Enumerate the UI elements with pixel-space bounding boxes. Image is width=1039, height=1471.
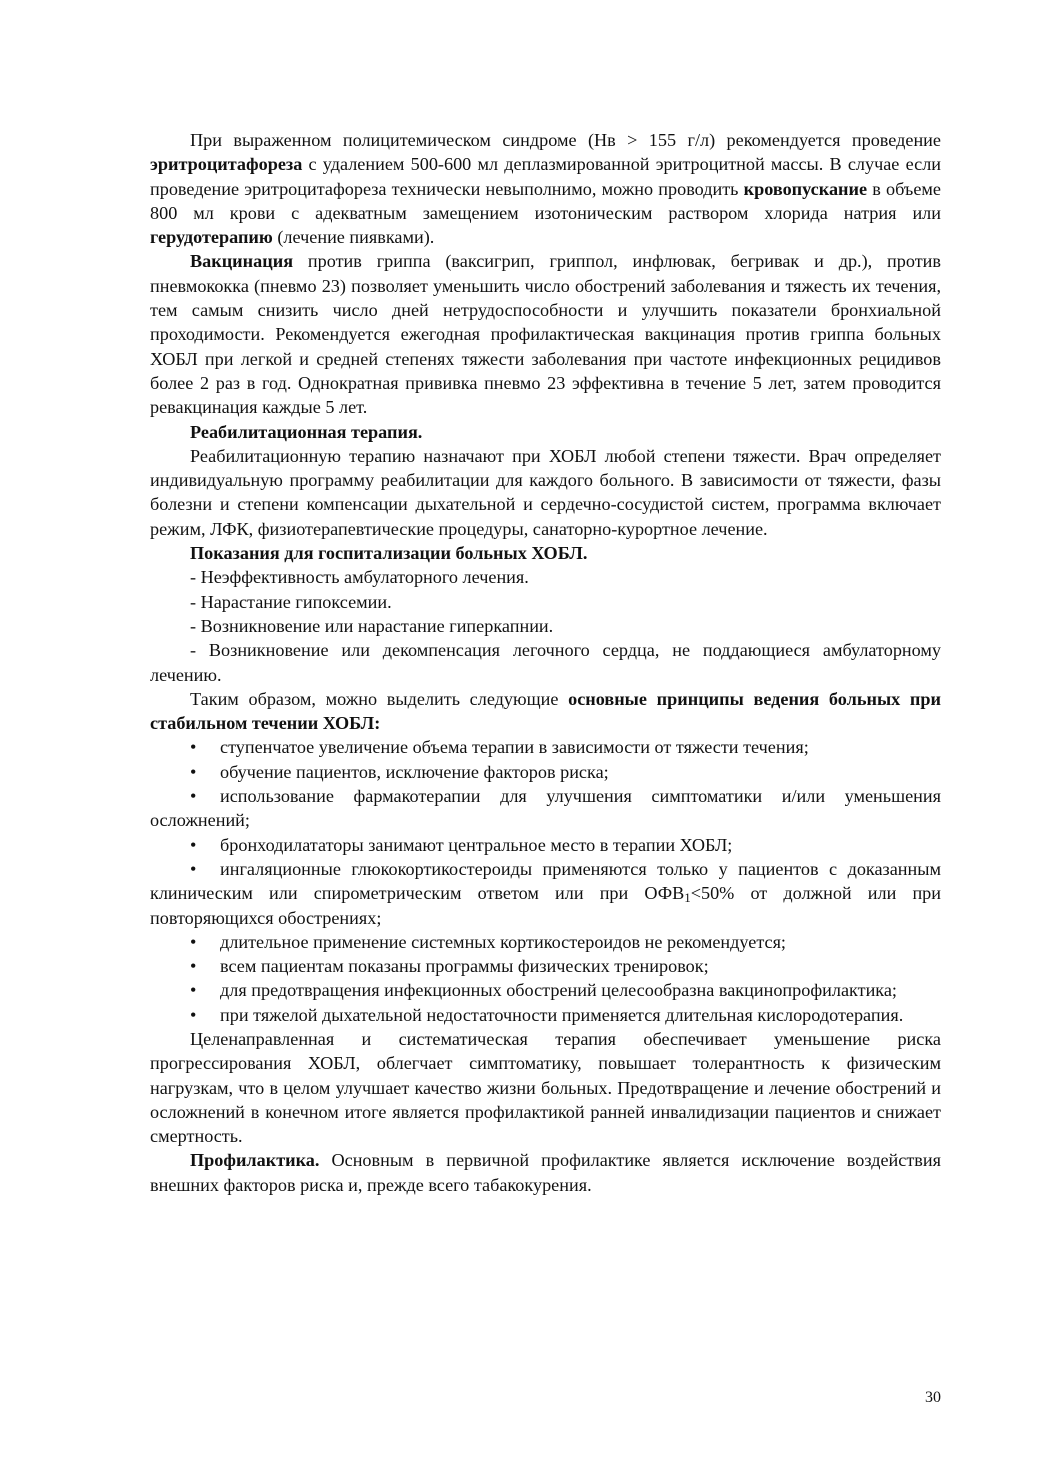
text-run: (лечение пиявками). <box>272 227 435 248</box>
subscript: 1 <box>684 890 691 906</box>
bullet-icon: • <box>190 1004 197 1025</box>
bullet-icon: • <box>190 761 197 782</box>
list-item: - Возникновение или нарастание гиперкапнии. <box>190 615 554 636</box>
text-run: Таким образом, можно выделить следующие <box>190 688 569 709</box>
page-number: 30 <box>925 1389 941 1406</box>
text-run: длительное применение системных кортикостероидов не рекомендуется; <box>220 931 786 952</box>
text-run: с удалением 500-600 мл деплазмированной эритроцитной массы. В случае если проведение эритроцитафореза технически невыполнимо, можно проводить <box>150 154 941 199</box>
paragraph-vaccination <box>150 249 941 419</box>
page-body <box>150 128 941 1197</box>
heading-rehabilitation: Реабилитационная терапия. <box>190 421 423 442</box>
text-run: использование фармакотерапии для улучшения симптоматики и/или уменьшения осложнений; <box>150 786 941 831</box>
list-item <box>150 978 941 1002</box>
list-item <box>150 735 941 759</box>
list-item <box>150 1003 941 1027</box>
bold-term: основные принципы ведения больных при стабильном течении ХОБЛ: <box>150 688 941 734</box>
text-run: ступенчатое увеличение объема терапии в зависимости от тяжести течения; <box>220 737 809 758</box>
text-run: При выраженном полицитемическом синдроме (Нв > 155 г/л) рекомендуется проведение <box>190 130 941 150</box>
list-item <box>150 930 941 954</box>
bullet-icon: • <box>190 956 197 977</box>
bullet-icon: • <box>190 858 197 879</box>
bullet-icon: • <box>190 786 197 807</box>
bullet-icon: • <box>190 980 197 1001</box>
bold-term: Профилактика. <box>190 1150 320 1171</box>
list-item: - Нарастание гипоксемии. <box>190 591 392 612</box>
paragraph-therapy-outcome: Целенаправленная и систематическая терапия обеспечивает уменьшение риска прогрессирования ХОБЛ, облегчает симптоматику, повышает толерантность к физическим нагрузкам, что в целом улучшает качество жизни больных. Предотвращение и лечение обострений и осложнений в конечном итоге является профилактикой ранней инвалидизации пациентов и снижает смертность. <box>150 1028 941 1147</box>
list-item: - Неэффективность амбулаторного лечения. <box>190 567 529 588</box>
text-run: Основным в первичной профилактике является исключение воздействия внешних факторов риска и, прежде всего табакокурения. <box>150 1150 941 1195</box>
text-run: для предотвращения инфекционных обострений целесообразна вакцинопрофилактика; <box>220 980 897 1001</box>
list-item <box>150 857 941 930</box>
list-item <box>150 760 941 784</box>
list-item <box>150 833 941 857</box>
bold-term: эритроцитафореза <box>150 154 303 175</box>
text-run: <50% от должной или при повторяющихся обострениях; <box>150 883 941 928</box>
paragraph-rehabilitation: Реабилитационную терапию назначают при ХОБЛ любой степени тяжести. Врач определяет индивидуальную программу реабилитации для каждого больного. В зависимости от тяжести, фазы болезни и степени компенсации дыхательной и сердечно-сосудистой систем, программа включает режим, ЛФК, физиотерапевтические процедуры, санаторно-курортное лечение. <box>150 445 941 539</box>
bold-term: Вакцинация <box>190 251 294 272</box>
paragraph-prevention <box>150 1148 941 1197</box>
paragraph-principles <box>150 687 941 736</box>
bold-term: герудотерапию <box>150 227 273 248</box>
paragraph-polycythemia <box>150 128 941 249</box>
text-run: обучение пациентов, исключение факторов риска; <box>220 761 609 782</box>
list-item <box>150 954 941 978</box>
bullet-icon: • <box>190 834 197 855</box>
bullet-icon: • <box>190 931 197 952</box>
list-item <box>150 784 941 833</box>
heading-hospitalization: Показания для госпитализации больных ХОБЛ. <box>190 543 588 564</box>
text-run: бронходилататоры занимают центральное место в терапии ХОБЛ; <box>220 834 733 855</box>
list-item: - Возникновение или декомпенсация легочного сердца, не поддающиеся амбулаторному лечению. <box>150 640 941 685</box>
bold-term: кровопускание <box>743 178 868 199</box>
text-run: всем пациентам показаны программы физических тренировок; <box>220 956 709 977</box>
bullet-icon: • <box>190 737 197 758</box>
text-run: против гриппа (ваксигрип, гриппол, инфлювак, бегривак и др.), против пневмококка (пневмо 23) позволяет уменьшить число обострений заболевания и тяжесть их течения, тем самым снизить число дней нетрудоспособности и улучшить показатели бронхиальной проходимости. Рекомендуется ежегодная профилактическая вакцинация против гриппа больных ХОБЛ при легкой и средней степенях тяжести заболевания при частоте инфекционных рецидивов более 2 раз в год. Однократная прививка пневмо 23 эффективна в течение 5 лет, затем проводится ревакцинация каждые 5 лет. <box>150 251 941 418</box>
text-run: в объеме 800 мл крови с адекватным замещением изотоническим раствором хлорида натрия или <box>150 178 941 223</box>
text-run: ингаляционные глюкокортикостероиды применяются только у пациентов с доказанным клиническим или спирометрическим ответом или при ОФВ <box>150 858 941 904</box>
text-run: при тяжелой дыхательной недостаточности применяется длительная кислородотерапия. <box>220 1004 904 1025</box>
